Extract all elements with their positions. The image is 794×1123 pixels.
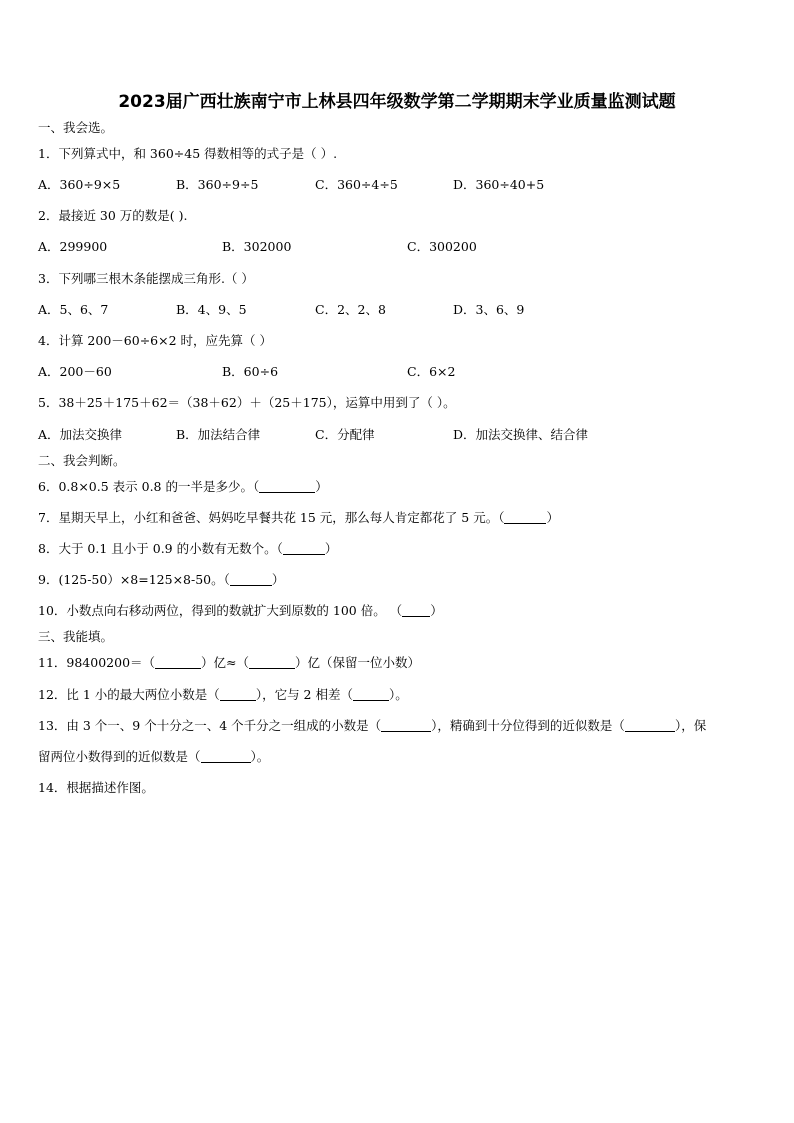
q11-text-1: 11．98400200＝（ xyxy=(38,655,156,670)
q12-text-1: 12．比 1 小的最大两位小数是（ xyxy=(38,687,220,702)
q13-blank-2[interactable] xyxy=(625,719,675,732)
q13-text-5: ）。 xyxy=(250,749,270,764)
q10-text: 10．小数点向右移动两位，得到的数就扩大到原数的 100 倍。 （ xyxy=(38,603,403,618)
q5-option-c: C．分配律 xyxy=(315,427,375,442)
question-13-line-1 xyxy=(38,718,706,734)
q13-text-2: ），精确到十分位得到的近似数是（ xyxy=(431,718,625,733)
q1-option-b: B．360÷9÷5 xyxy=(176,177,259,192)
q2-option-a: A．299900 xyxy=(38,239,108,254)
q12-blank-2[interactable] xyxy=(353,688,389,701)
q5-option-b: B．加法结合律 xyxy=(176,427,261,442)
q3-option-b: B．4、9、5 xyxy=(176,302,247,317)
q6-close: ） xyxy=(315,479,328,494)
q13-text-3: ），保 xyxy=(674,718,707,733)
section-fill: 三、我能填。 xyxy=(38,629,114,644)
q6-answer-blank[interactable] xyxy=(259,480,315,493)
question-11 xyxy=(38,655,420,671)
q11-blank-2[interactable] xyxy=(249,656,295,669)
q3-option-c: C．2、2、8 xyxy=(315,302,386,317)
question-10 xyxy=(38,603,443,619)
q13-text-4: 留两位小数得到的近似数是（ xyxy=(38,749,201,764)
q10-close: ） xyxy=(430,603,443,618)
q9-answer-blank[interactable] xyxy=(230,573,272,586)
q12-text-3: ）。 xyxy=(388,687,408,702)
q4-option-b: B．60÷6 xyxy=(222,364,279,379)
q5-option-d: D．加法交换律、结合律 xyxy=(453,427,589,442)
q13-text-1: 13．由 3 个一、9 个十分之一、4 个千分之一组成的小数是（ xyxy=(38,718,382,733)
q7-close: ） xyxy=(546,510,559,525)
q4-option-a: A．200－60 xyxy=(38,364,112,379)
section-judge: 二、我会判断。 xyxy=(38,453,126,468)
q13-blank-3[interactable] xyxy=(201,750,251,763)
question-2: 2．最接近 30 万的数是( ). xyxy=(38,208,188,223)
q8-close: ） xyxy=(324,541,338,556)
question-3: 3．下列哪三根木条能摆成三角形.（ ） xyxy=(38,271,254,286)
q3-option-d: D．3、6、9 xyxy=(453,302,525,317)
q4-option-c: C．6×2 xyxy=(407,364,456,379)
q8-answer-blank[interactable] xyxy=(283,542,325,555)
question-14: 14．根据描述作图。 xyxy=(38,780,154,795)
section-choice: 一、我会选。 xyxy=(38,120,114,135)
q9-close: ） xyxy=(271,572,285,587)
q12-blank-1[interactable] xyxy=(220,688,256,701)
question-7 xyxy=(38,510,559,526)
q9-text: 9．(125-50）×8=125×8-50。（ xyxy=(38,572,230,587)
q2-option-c: C．300200 xyxy=(407,239,477,254)
q13-blank-1[interactable] xyxy=(381,719,431,732)
q11-text-2: ）亿≈（ xyxy=(201,655,250,670)
question-5: 5．38＋25＋175＋62＝（38＋62）＋（25＋175），运算中用到了（ ）。 xyxy=(38,395,456,410)
q1-option-c: C．360÷4÷5 xyxy=(315,177,398,192)
question-13-line-2 xyxy=(38,749,269,765)
question-12 xyxy=(38,687,408,703)
q8-text: 8．大于 0.1 且小于 0.9 的小数有无数个。（ xyxy=(38,541,283,556)
question-9 xyxy=(38,572,284,588)
q6-text: 6．0.8×0.5 表示 0.8 的一半是多少。（ xyxy=(38,479,260,494)
question-6 xyxy=(38,479,328,495)
q5-option-a: A．加法交换律 xyxy=(38,427,123,442)
question-4: 4．计算 200－60÷6×2 时，应先算（ ） xyxy=(38,333,272,348)
q3-option-a: A．5、6、7 xyxy=(38,302,109,317)
page-title: 2023届广西壮族南宁市上林县四年级数学第二学期期末学业质量监测试题 xyxy=(118,92,676,112)
q12-text-2: ），它与 2 相差（ xyxy=(255,687,353,702)
q11-blank-1[interactable] xyxy=(155,656,201,669)
q1-option-a: A．360÷9×5 xyxy=(38,177,121,192)
q7-text: 7．星期天早上，小红和爸爸、妈妈吃早餐共花 15 元，那么每人肯定都花了 5 元。（ xyxy=(38,510,505,525)
q7-answer-blank[interactable] xyxy=(504,511,546,524)
q1-option-d: D．360÷40+5 xyxy=(453,177,545,192)
question-8 xyxy=(38,541,337,557)
q2-option-b: B．302000 xyxy=(222,239,292,254)
q11-text-3: ）亿（保留一位小数） xyxy=(295,655,421,670)
question-1: 1．下列算式中，和 360÷45 得数相等的式子是（ ）. xyxy=(38,146,338,161)
q10-answer-blank[interactable] xyxy=(402,604,430,617)
